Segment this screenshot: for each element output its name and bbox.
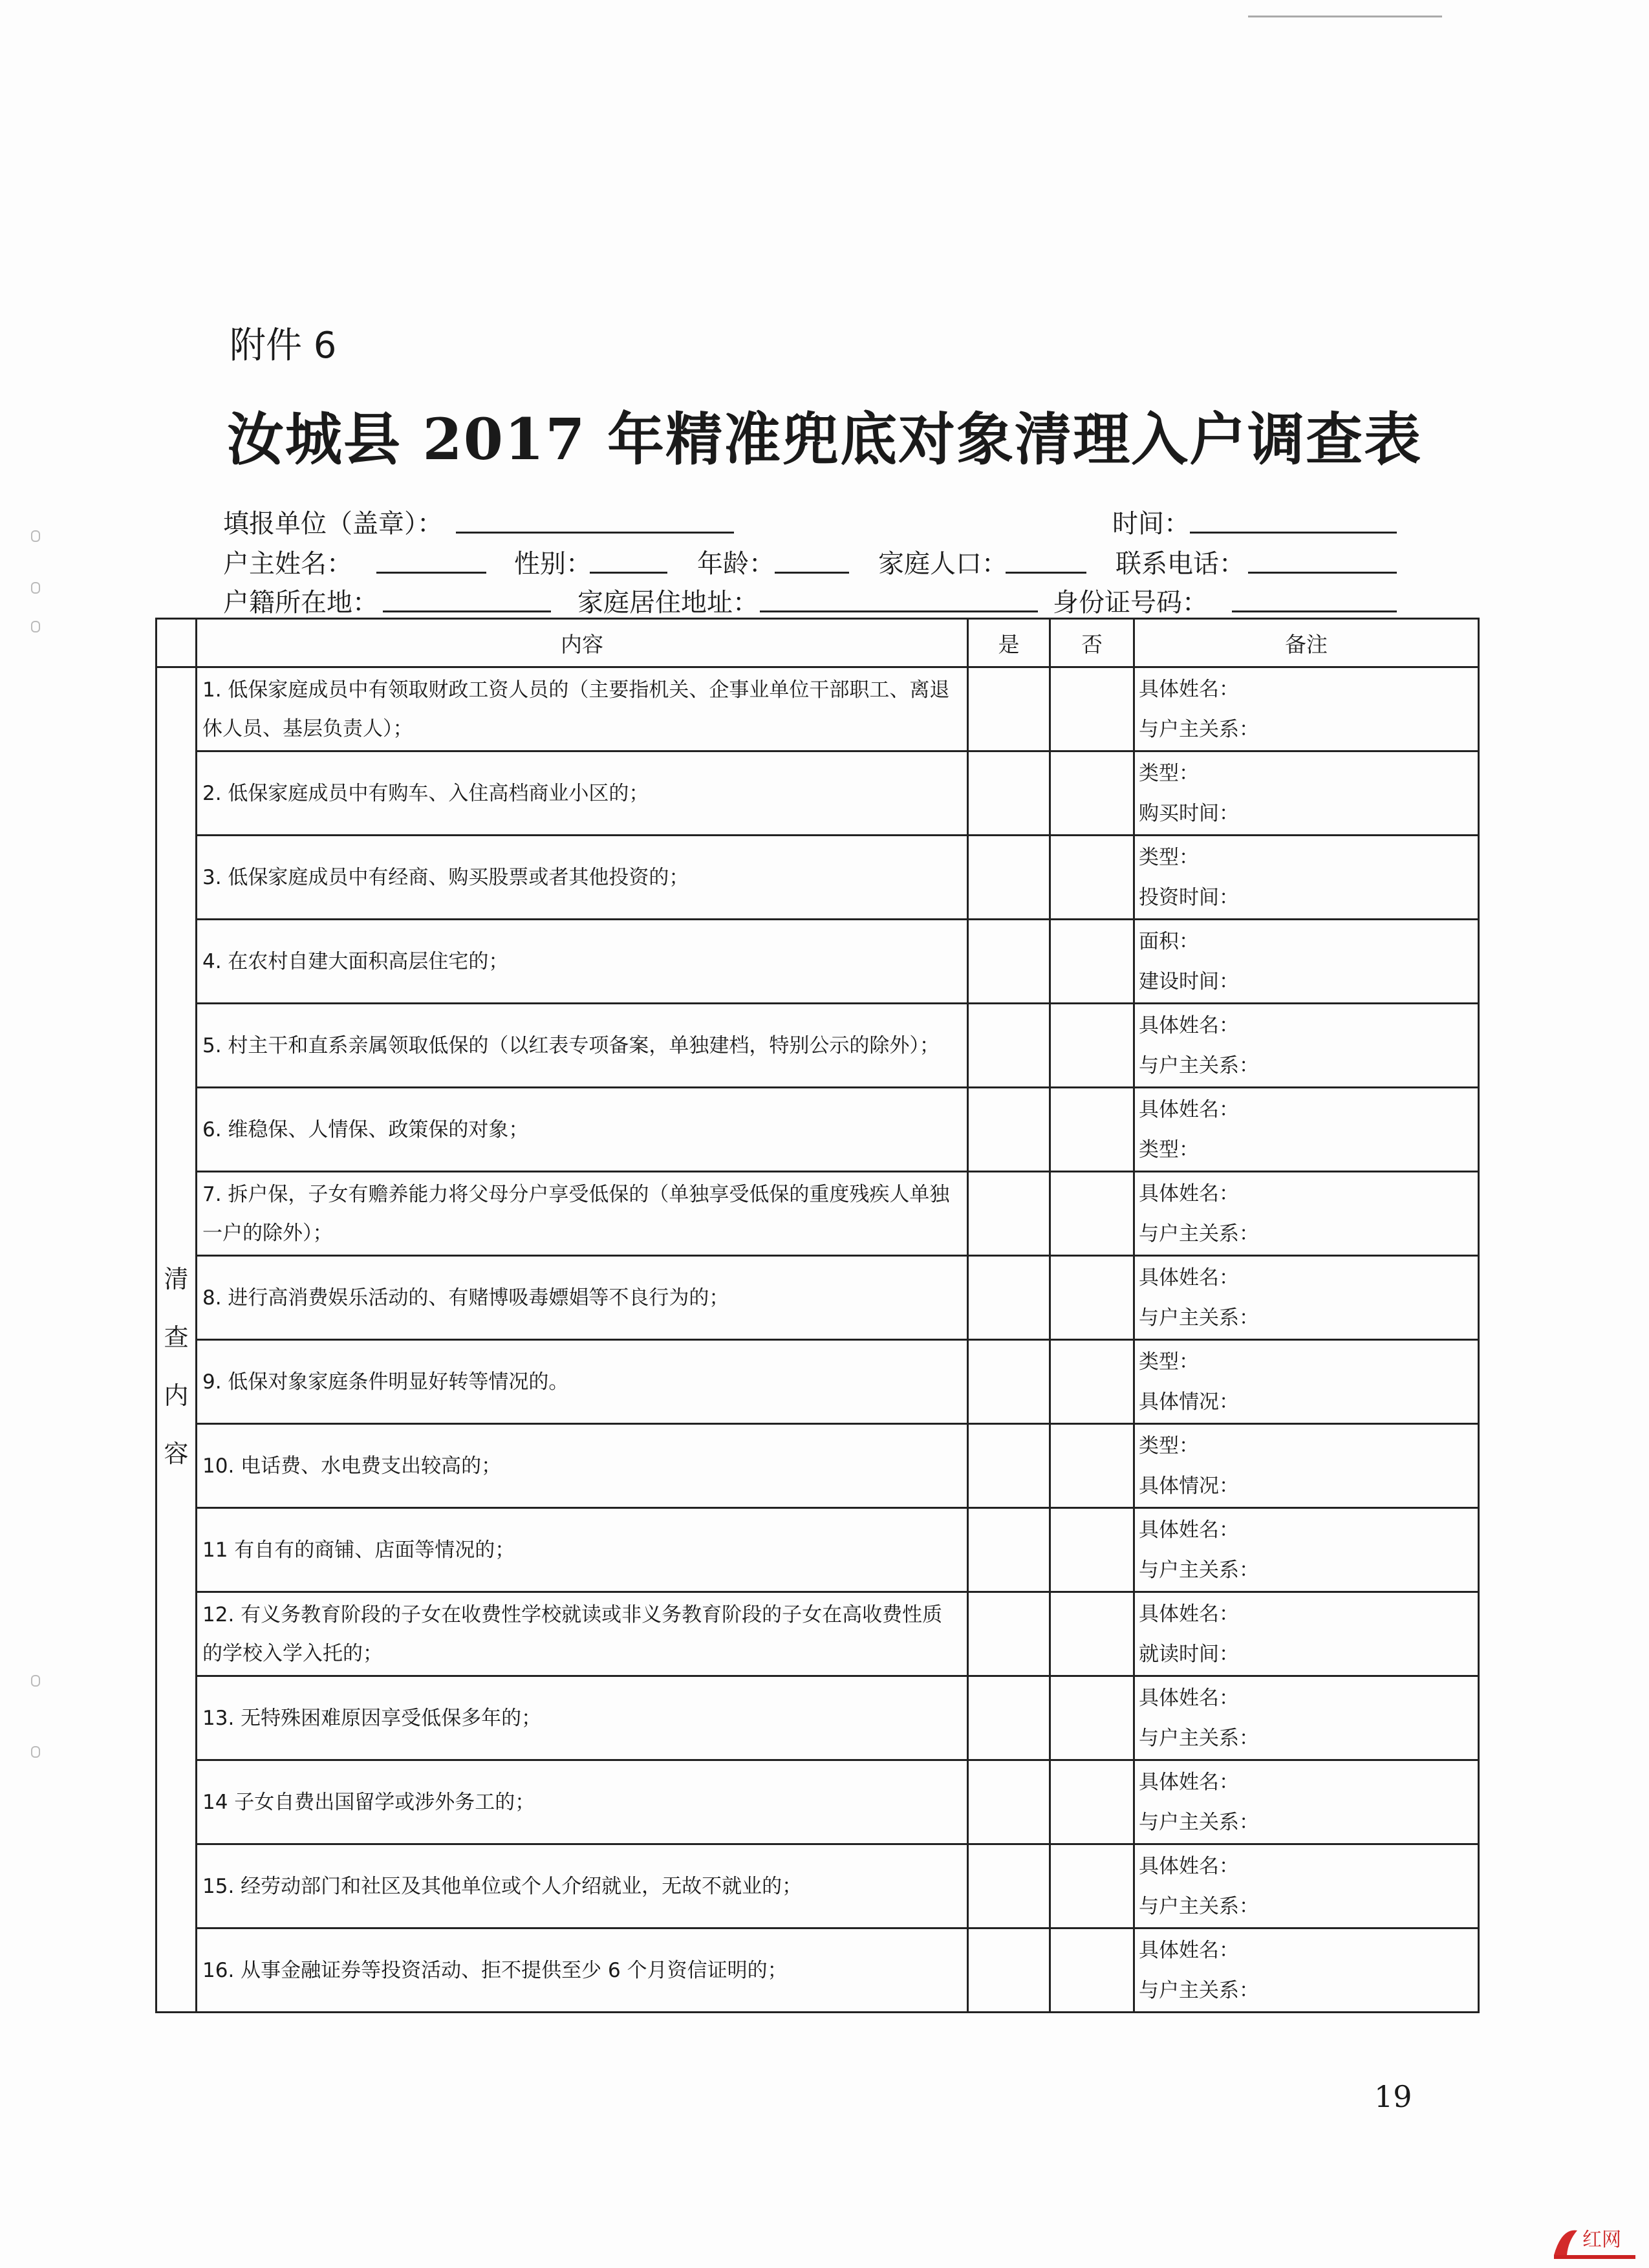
- remark-field-label: 面积：: [1139, 929, 1199, 953]
- remark-field-label: 与户主关系：: [1139, 717, 1259, 741]
- row-content: 3. 低保家庭成员中有经商、购买股票或者其他投资的；: [197, 836, 968, 920]
- remark-field-label: 与户主关系：: [1139, 1894, 1259, 1918]
- remark-field-label: 与户主关系：: [1139, 1978, 1259, 2002]
- id-number-label: 身份证号码：: [1053, 588, 1208, 618]
- table-row: [156, 1088, 1479, 1172]
- remarks-cell[interactable]: [1134, 1760, 1479, 1844]
- table-row: [156, 1676, 1479, 1760]
- no-checkbox-cell[interactable]: [1050, 1172, 1134, 1256]
- householder-label: 户主姓名：: [223, 549, 352, 579]
- gender-field[interactable]: [590, 572, 667, 574]
- remark-field-label: 具体情况：: [1139, 1474, 1239, 1498]
- yes-checkbox-cell[interactable]: [968, 1340, 1050, 1424]
- remark-field-label: 类型：: [1139, 1350, 1199, 1374]
- remark-field-label: 具体姓名：: [1139, 1013, 1239, 1037]
- table-row: [156, 1928, 1479, 2013]
- no-checkbox-cell[interactable]: [1050, 1340, 1134, 1424]
- row-content: 12. 有义务教育阶段的子女在收费性学校就读或非义务教育阶段的子女在高收费性质的学校入学入托的；: [197, 1592, 968, 1676]
- side-label-char: 内: [164, 1381, 189, 1410]
- remark-field-label: 类型：: [1139, 1434, 1199, 1458]
- remarks-cell[interactable]: [1134, 667, 1479, 751]
- remark-field-label: 具体姓名：: [1139, 1854, 1239, 1878]
- yes-checkbox-cell[interactable]: [968, 1004, 1050, 1088]
- no-checkbox-cell[interactable]: [1050, 836, 1134, 920]
- remark-field-label: 与户主关系：: [1139, 1726, 1259, 1750]
- row-content: 1. 低保家庭成员中有领取财政工资人员的（主要指机关、企事业单位干部职工、离退休人员、基层负责人）；: [197, 667, 968, 751]
- row-content: 8. 进行高消费娱乐活动的、有赌博吸毒嫖娼等不良行为的；: [197, 1256, 968, 1340]
- header-no: 否: [1050, 619, 1134, 667]
- remark-field-label: 类型：: [1139, 845, 1199, 869]
- remark-field-label: 具体姓名：: [1139, 1266, 1239, 1290]
- table-row: [156, 1424, 1479, 1508]
- remark-field-label: 具体姓名：: [1139, 1770, 1239, 1794]
- householder-field[interactable]: [376, 572, 486, 574]
- phone-label: 联系电话：: [1116, 549, 1245, 579]
- yes-checkbox-cell[interactable]: [968, 1760, 1050, 1844]
- remark-field-label: 具体姓名：: [1139, 677, 1239, 701]
- table-row: [156, 751, 1479, 836]
- attachment-label: 附件 6: [230, 325, 337, 367]
- remarks-cell[interactable]: [1134, 920, 1479, 1004]
- header-yes: 是: [968, 619, 1050, 667]
- no-checkbox-cell[interactable]: [1050, 920, 1134, 1004]
- yes-checkbox-cell[interactable]: [968, 1844, 1050, 1928]
- remark-field-label: 与户主关系：: [1139, 1053, 1259, 1077]
- remarks-cell[interactable]: [1134, 1844, 1479, 1928]
- remark-field-label: 具体姓名：: [1139, 1602, 1239, 1626]
- remark-field-label: 具体姓名：: [1139, 1686, 1239, 1710]
- no-checkbox-cell[interactable]: [1050, 1676, 1134, 1760]
- yes-checkbox-cell[interactable]: [968, 1592, 1050, 1676]
- remarks-cell[interactable]: [1134, 1508, 1479, 1592]
- remarks-cell[interactable]: [1134, 1424, 1479, 1508]
- yes-checkbox-cell[interactable]: [968, 836, 1050, 920]
- watermark-logo: [1549, 2221, 1639, 2262]
- phone-field[interactable]: [1248, 572, 1397, 574]
- yes-checkbox-cell[interactable]: [968, 1508, 1050, 1592]
- row-content: 14 子女自费出国留学或涉外务工的；: [197, 1760, 968, 1844]
- remark-field-label: 与户主关系：: [1139, 1306, 1259, 1330]
- remarks-cell[interactable]: [1134, 1256, 1479, 1340]
- home-address-label: 家庭居住地址：: [577, 588, 759, 618]
- table-row: [156, 1508, 1479, 1592]
- no-checkbox-cell[interactable]: [1050, 1844, 1134, 1928]
- page-title: 汝城县 2017 年精准兜底对象清理入户调查表: [226, 405, 1423, 473]
- page-number: 19: [1374, 2079, 1412, 2114]
- header-blank: [156, 619, 197, 667]
- yes-checkbox-cell[interactable]: [968, 1088, 1050, 1172]
- remark-field-label: 投资时间：: [1139, 885, 1239, 909]
- scan-edge-line: [1248, 16, 1442, 17]
- no-checkbox-cell[interactable]: [1050, 751, 1134, 836]
- row-content: 2. 低保家庭成员中有购车、入住高档商业小区的；: [197, 751, 968, 836]
- table-row: [156, 920, 1479, 1004]
- remarks-cell[interactable]: [1134, 1928, 1479, 2013]
- remark-field-label: 具体姓名：: [1139, 1518, 1239, 1542]
- time-label: 时间：: [1112, 509, 1190, 539]
- no-checkbox-cell[interactable]: [1050, 1760, 1134, 1844]
- no-checkbox-cell[interactable]: [1050, 1928, 1134, 2013]
- unit-field[interactable]: [456, 532, 734, 534]
- side-label-char: 容: [164, 1440, 189, 1468]
- no-checkbox-cell[interactable]: [1050, 1424, 1134, 1508]
- table-row: [156, 1760, 1479, 1844]
- remarks-cell[interactable]: [1134, 1088, 1479, 1172]
- no-checkbox-cell[interactable]: [1050, 1592, 1134, 1676]
- yes-checkbox-cell[interactable]: [968, 751, 1050, 836]
- remark-field-label: 具体情况：: [1139, 1390, 1239, 1414]
- yes-checkbox-cell[interactable]: [968, 1928, 1050, 2013]
- yes-checkbox-cell[interactable]: [968, 920, 1050, 1004]
- family-size-label: 家庭人口：: [878, 549, 1008, 579]
- remark-field-label: 具体姓名：: [1139, 1182, 1239, 1205]
- yes-checkbox-cell[interactable]: [968, 1676, 1050, 1760]
- remark-field-label: 类型：: [1139, 1138, 1199, 1161]
- row-content: 13. 无特殊困难原因享受低保多年的；: [197, 1676, 968, 1760]
- no-checkbox-cell[interactable]: [1050, 1508, 1134, 1592]
- remarks-cell[interactable]: [1134, 1172, 1479, 1256]
- watermark-text: 红网: [1582, 2229, 1621, 2251]
- row-content: 16. 从事金融证券等投资活动、拒不提供至少 6 个月资信证明的；: [197, 1928, 968, 2013]
- side-label-char: 清: [164, 1265, 189, 1293]
- row-content: 11 有自有的商铺、店面等情况的；: [197, 1508, 968, 1592]
- survey-table: [155, 618, 1480, 2013]
- side-label-check-content: [156, 667, 197, 2013]
- row-content: 15. 经劳动部门和社区及其他单位或个人介绍就业，无故不就业的；: [197, 1844, 968, 1928]
- remark-field-label: 与户主关系：: [1139, 1558, 1259, 1582]
- row-content: 9. 低保对象家庭条件明显好转等情况的。: [197, 1340, 968, 1424]
- remarks-cell[interactable]: [1134, 836, 1479, 920]
- row-content: 10. 电话费、水电费支出较高的；: [197, 1424, 968, 1508]
- header-content: 内容: [197, 619, 968, 667]
- table-row: [156, 836, 1479, 920]
- remark-field-label: 购买时间：: [1139, 801, 1239, 825]
- registered-residence-field[interactable]: [383, 610, 551, 612]
- table-row: [156, 1256, 1479, 1340]
- no-checkbox-cell[interactable]: [1050, 667, 1134, 751]
- yes-checkbox-cell[interactable]: [968, 1172, 1050, 1256]
- table-row: [156, 667, 1479, 751]
- gender-label: 性别：: [514, 549, 592, 579]
- remarks-cell[interactable]: [1134, 1676, 1479, 1760]
- registered-residence-label: 户籍所在地：: [223, 588, 378, 618]
- remark-field-label: 与户主关系：: [1139, 1222, 1259, 1246]
- unit-label: 填报单位（盖章）：: [223, 509, 443, 539]
- remarks-cell[interactable]: [1134, 1592, 1479, 1676]
- family-size-field[interactable]: [1006, 572, 1086, 574]
- remarks-cell[interactable]: [1134, 1004, 1479, 1088]
- table-row: [156, 1592, 1479, 1676]
- remark-field-label: 建设时间：: [1139, 969, 1239, 993]
- yes-checkbox-cell[interactable]: [968, 1256, 1050, 1340]
- no-checkbox-cell[interactable]: [1050, 1088, 1134, 1172]
- remark-field-label: 具体姓名：: [1139, 1097, 1239, 1121]
- remarks-cell[interactable]: [1134, 751, 1479, 836]
- time-field[interactable]: [1190, 532, 1397, 534]
- remark-field-label: 就读时间：: [1139, 1642, 1239, 1666]
- remarks-cell[interactable]: [1134, 1340, 1479, 1424]
- home-address-field[interactable]: [760, 610, 1038, 612]
- age-label: 年龄：: [697, 549, 775, 579]
- row-content: 4. 在农村自建大面积高层住宅的；: [197, 920, 968, 1004]
- remark-field-label: 具体姓名：: [1139, 1938, 1239, 1962]
- yes-checkbox-cell[interactable]: [968, 1424, 1050, 1508]
- row-content: 6. 维稳保、人情保、政策保的对象；: [197, 1088, 968, 1172]
- remark-field-label: 与户主关系：: [1139, 1810, 1259, 1834]
- header-remarks: 备注: [1134, 619, 1479, 667]
- remark-field-label: 类型：: [1139, 761, 1199, 785]
- side-label-char: 查: [164, 1323, 189, 1352]
- row-content: 5. 村主干和直系亲属领取低保的（以红表专项备案，单独建档，特别公示的除外）；: [197, 1004, 968, 1088]
- no-checkbox-cell[interactable]: [1050, 1004, 1134, 1088]
- row-content: 7. 拆户保，子女有赡养能力将父母分户享受低保的（单独享受低保的重度残疾人单独一户的除外）；: [197, 1172, 968, 1256]
- table-row: [156, 1004, 1479, 1088]
- table-row: [156, 1844, 1479, 1928]
- yes-checkbox-cell[interactable]: [968, 667, 1050, 751]
- table-header-row: [156, 619, 1479, 667]
- id-number-field[interactable]: [1232, 610, 1397, 612]
- table-row: [156, 1172, 1479, 1256]
- no-checkbox-cell[interactable]: [1050, 1256, 1134, 1340]
- age-field[interactable]: [775, 572, 849, 574]
- table-row: [156, 1340, 1479, 1424]
